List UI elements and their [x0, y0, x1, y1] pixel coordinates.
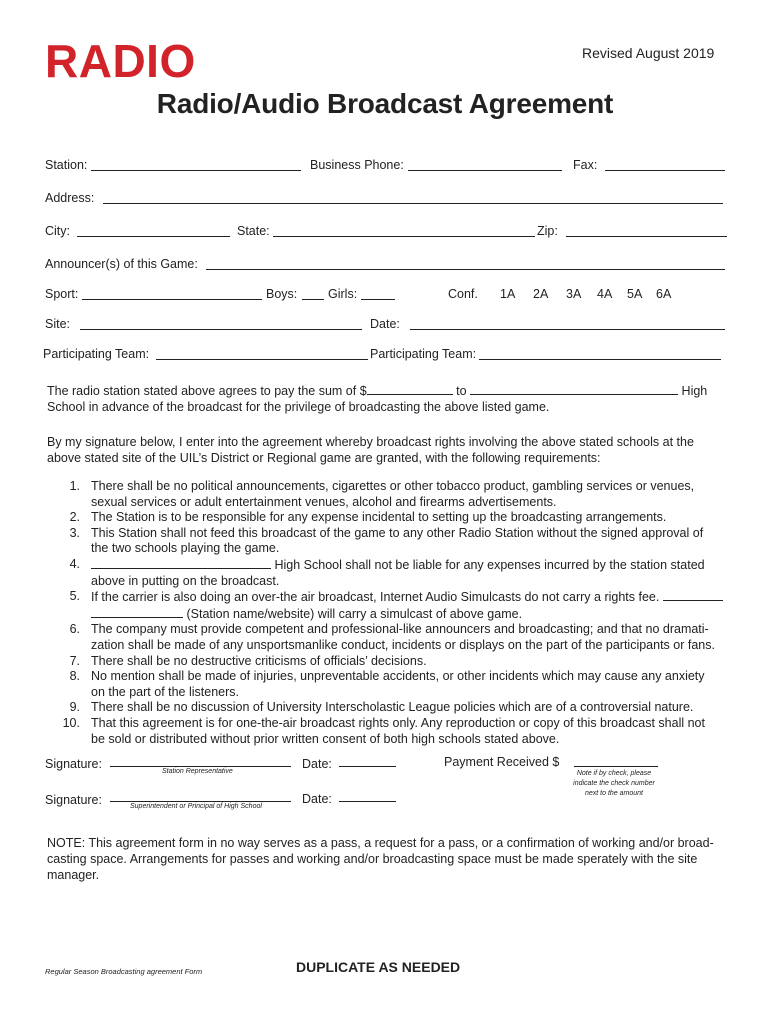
- conf-option-1a[interactable]: 1A: [500, 287, 516, 301]
- site-field[interactable]: [80, 329, 362, 330]
- zip-label: Zip:: [537, 224, 558, 238]
- agreement-line-1: By my signature below, I enter into the agreement whereby broadcast rights involving the above stated schools at the: [47, 435, 694, 449]
- conf-option-2a[interactable]: 2A: [533, 287, 549, 301]
- signature-1-date-label: Date:: [302, 757, 332, 771]
- superintendent-caption: Superintendent or Principal of High School: [130, 803, 262, 810]
- requirement-item: 9. There shall be no discussion of University Interscholastic League policies which are of a controversial nature.: [69, 700, 694, 715]
- requirement-item: 5. If the carrier is also doing an over-the air broadcast, Internet Audio Simulcasts do not carry a rights fee. (Station name/website) will carry a simulcast of above game.: [47, 589, 727, 622]
- requirement-item: 2. The Station is to be responsible for any expense incidental to setting up the broadcasting arrangements.: [69, 510, 667, 525]
- zip-field[interactable]: [566, 236, 727, 237]
- simulcast-station-field-a[interactable]: [663, 589, 723, 601]
- payment-text-1: The radio station stated above agrees to pay the sum of $: [47, 384, 367, 398]
- conf-label: Conf.: [448, 287, 478, 301]
- high-school-name-field[interactable]: [91, 557, 271, 569]
- address-field[interactable]: [103, 203, 723, 204]
- participating-team-1-field[interactable]: [156, 359, 368, 360]
- site-label: Site:: [45, 317, 71, 331]
- requirement-item: 4. High School shall not be liable for any expenses incurred by the station stated above in putting on the broadcast.: [69, 556, 705, 588]
- date-field[interactable]: [410, 329, 725, 330]
- requirements-list: [47, 479, 727, 747]
- conf-option-3a[interactable]: 3A: [566, 287, 582, 301]
- participating-team-2-label: Participating Team:: [370, 347, 477, 361]
- note-paragraph: NOTE: This agreement form in no way serves as a pass, a request for a pass, or a confirmation of working and/or broad- casting space. Arrangements for passes and working and/or broadcasting space must be made sperately with the site manager.: [47, 836, 714, 882]
- form-name-footer: Regular Season Broadcasting agreement Form: [45, 967, 203, 976]
- boys-label: Boys:: [266, 287, 298, 301]
- signature-2-label: Signature:: [45, 793, 102, 807]
- conf-option-5a[interactable]: 5A: [627, 287, 643, 301]
- state-label: State:: [237, 224, 270, 238]
- superintendent-signature-field[interactable]: [110, 801, 291, 802]
- payment-text-2: to: [456, 384, 467, 398]
- requirement-item: 8. No mention shall be made of injuries, unpreventable accidents, or other incidents which may cause any anxiety on the part of the listeners.: [69, 669, 705, 699]
- fax-label: Fax:: [573, 158, 598, 172]
- sport-field[interactable]: [82, 299, 262, 300]
- sport-label: Sport:: [45, 287, 79, 301]
- station-rep-caption: Station Representative: [162, 768, 233, 775]
- agreement-paragraph: [47, 434, 727, 466]
- signature-2-date-label: Date:: [302, 792, 332, 806]
- payment-check-note: Note if by check, please indicate the check number next to the amount: [573, 770, 655, 797]
- business-phone-label: Business Phone:: [310, 158, 404, 172]
- girls-field[interactable]: [361, 299, 395, 300]
- signature-2-date-field[interactable]: [339, 801, 396, 802]
- state-field[interactable]: [273, 236, 535, 237]
- business-phone-field[interactable]: [408, 170, 562, 171]
- station-rep-signature-field[interactable]: [110, 766, 291, 767]
- signature-1-date-field[interactable]: [339, 766, 396, 767]
- requirement-item: 7. There shall be no destructive criticisms of officials’ decisions.: [69, 653, 427, 668]
- payment-school-field[interactable]: [470, 383, 678, 395]
- address-label: Address:: [45, 191, 95, 205]
- requirement-item: 6. The company must provide competent and professional-like announcers and broadcasting; and that no dramati- zation shall be made of any unsportsmanlike conduct, incidents or displays on the part of the participants or fans.: [69, 622, 715, 652]
- simulcast-station-field-b[interactable]: [91, 606, 183, 618]
- payment-text-3: High: [681, 384, 708, 398]
- city-field[interactable]: [77, 236, 230, 237]
- radio-brand-heading: RADIO: [45, 35, 196, 87]
- participating-team-1-label: Participating Team:: [43, 347, 150, 361]
- participating-team-2-field[interactable]: [479, 359, 721, 360]
- payment-received-label: Payment Received $: [444, 755, 560, 769]
- announcers-field[interactable]: [206, 269, 725, 270]
- requirement-item: 3. This Station shall not feed this broadcast of the game to any other Radio Station without the signed approval of the two schools playing the game.: [69, 525, 704, 556]
- requirement-item: 10. That this agreement is for one-the-air broadcast rights only. Any reproduction or copy of this broadcast shall not be sold or distributed without prior written consent of both high schools stated above.: [62, 715, 705, 746]
- fax-field[interactable]: [605, 170, 725, 171]
- payment-text-line2: School in advance of the broadcast for the privilege of broadcasting the above listed game.: [47, 400, 550, 414]
- station-label: Station:: [45, 158, 88, 172]
- city-label: City:: [45, 224, 70, 238]
- announcers-label: Announcer(s) of this Game:: [45, 257, 198, 271]
- payment-received-field[interactable]: [574, 766, 658, 767]
- agreement-line-2: above stated site of the UIL’s District or Regional game are granted, with the following requirements:: [47, 451, 601, 465]
- payment-paragraph: [47, 383, 727, 415]
- requirement-item: 1. There shall be no political announcements, cigarettes or other tobacco product, gambling services or venues, sexual services or adult entertainment venues, alcohol and firearms advertisements.: [69, 479, 695, 509]
- station-field[interactable]: [91, 170, 301, 171]
- revised-date: Revised August 2019: [582, 45, 715, 61]
- date-label: Date:: [370, 317, 400, 331]
- page-title: Radio/Audio Broadcast Agreement: [156, 88, 614, 119]
- conf-option-4a[interactable]: 4A: [597, 287, 613, 301]
- boys-field[interactable]: [302, 299, 324, 300]
- payment-amount-field[interactable]: [367, 383, 453, 395]
- signature-1-label: Signature:: [45, 757, 102, 771]
- duplicate-notice: DUPLICATE AS NEEDED: [296, 959, 461, 975]
- conf-option-6a[interactable]: 6A: [656, 287, 672, 301]
- girls-label: Girls:: [328, 287, 358, 301]
